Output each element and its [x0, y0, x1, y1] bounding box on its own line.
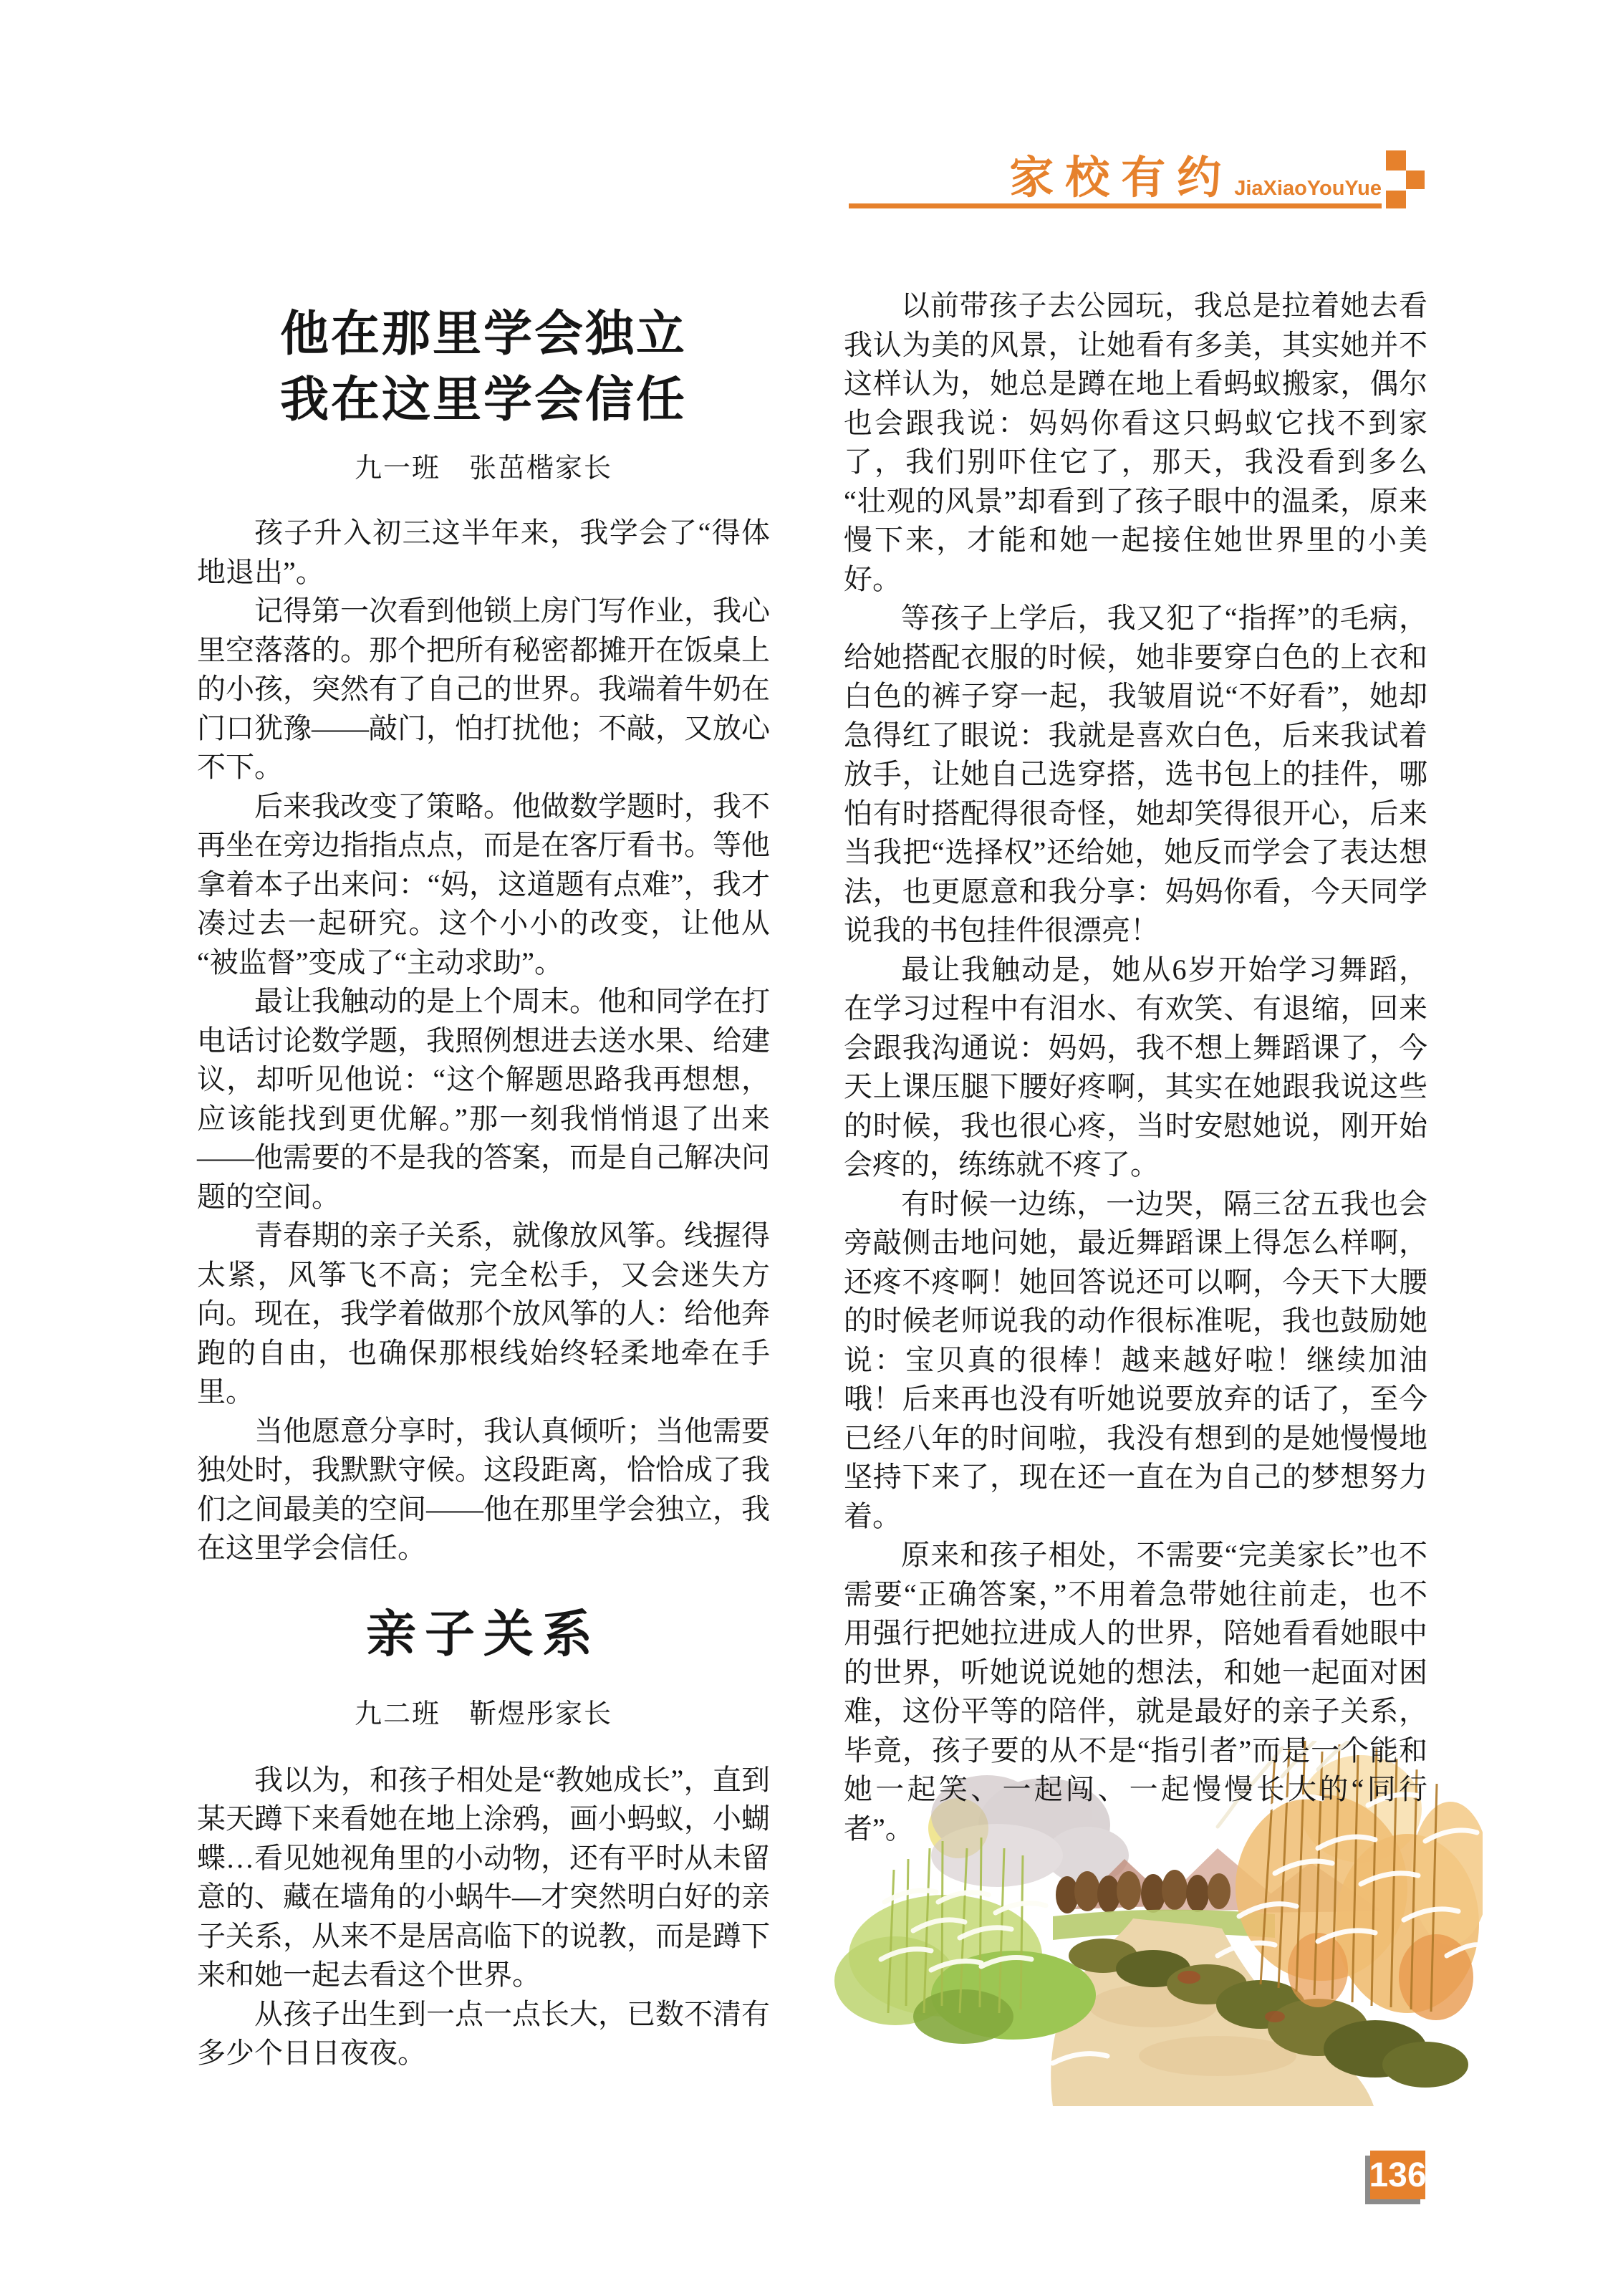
page-number-box: 136: [1370, 2151, 1425, 2199]
article2-body-left: [197, 1761, 770, 2073]
left-column: [197, 301, 770, 2073]
paragraph: 当他愿意分享时，我认真倾听；当他需要独处时，我默默守候。这段距离，恰恰成了我们之间最美的空间——他在那里学会独立，我在这里学会信任。: [197, 1414, 770, 1564]
section-title: 家校有约: [1009, 153, 1233, 203]
paragraph: 有时候一边练，一边哭，隔三岔五我也会旁敲侧击地问她，最近舞蹈课上得怎么样啊，还疼不疼啊！她回答说还可以啊，今天下大腰的时候老师说我的动作很标准呢，我也鼓励她说：宝贝真的很棒！越来越好啦！继续加油哦！后来再也没有听她说要放弃的话了，至今已经八年的时间啦，我没有想到的是她慢慢地坚持下来了，现在还一直在为自己的梦想努力着。: [844, 1187, 1427, 1532]
header-pixel-square-icon: [1386, 150, 1406, 170]
paragraph: 我以为，和孩子相处是“教她成长”，直到某天蹲下来看她在地上涂鸦，画小蚂蚁，小蝴蝶…看见她视角里的小动物，还有平时从未留意的、藏在墙角的小蜗牛—才突然明白好的亲子关系，从来不是居高临下的说教，而是蹲下来和她一起去看这个世界。: [197, 1763, 770, 1991]
paragraph: 记得第一次看到他锁上房门写作业，我心里空落落的。那个把所有秘密都摊开在饭桌上的小孩，突然有了自己的世界。我端着牛奶在门口犹豫——敲门，怕打扰他；不敲，又放心不下。: [197, 595, 770, 783]
article1-title-line1: 他在那里学会独立: [279, 307, 687, 361]
paragraph: 等孩子上学后，我又犯了“指挥”的毛病，给她搭配衣服的时候，她非要穿白色的上衣和白色的裤子穿一起，我皱眉说“不好看”，她却急得红了眼说：我就是喜欢白色，后来我试着放手，让她自己选穿搭，选书包上的挂件，哪怕有时搭配得很奇怪，她却笑得很开心，后来当我把“选择权”还给她，她反而学会了表达想法，也更愿意和我分享：妈妈你看，今天同学说我的书包挂件很漂亮！: [844, 602, 1427, 946]
paragraph: 最让我触动是，她从6岁开始学习舞蹈，在学习过程中有泪水、有欢笑、有退缩，回来会跟我沟通说：妈妈，我不想上舞蹈课了，今天上课压腿下腰好疼啊，其实在她跟我说这些的时候，我也很心疼，当时安慰她说，刚开始会疼的，练练就不疼了。: [844, 953, 1427, 1181]
paragraph: 青春期的亲子关系，就像放风筝。线握得太紧，风筝飞不高；完全松手，又会迷失方向。现在，我学着做那个放风筝的人：给他奔跑的自由，也确保那根线始终轻柔地牵在手里。: [197, 1219, 770, 1408]
article1-body: [197, 514, 770, 1568]
section-subtitle-pinyin: JiaXiaoYouYue: [1234, 177, 1382, 200]
header-pixel-square-icon: [1406, 170, 1425, 189]
header-title-row: [849, 140, 1382, 201]
right-column: [844, 287, 1427, 1848]
paragraph: 孩子升入初三这半年来，我学会了“得体地退出”。: [197, 517, 770, 588]
article1-byline: 九一班 张茁楷家长: [354, 453, 612, 484]
article2-byline: 九二班 靳煜彤家长: [354, 1699, 612, 1729]
page-number: [1370, 2151, 1425, 2199]
paragraph: 后来我改变了策略。他做数学题时，我不再坐在旁边指指点点，而是在客厅看书。等他拿着本子出来问：“妈，这道题有点难”，我才凑过去一起研究。这个小小的改变，让他从“被监督”变成了“主动求助”。: [197, 789, 770, 979]
header-rule: [849, 203, 1382, 208]
header-pixel-square-icon: [1386, 191, 1406, 208]
article1-title-line2: 我在这里学会信任: [279, 373, 687, 427]
paragraph: 最让我触动的是上个周末。他和同学在打电话讨论数学题，我照例想进去送水果、给建议，却听见他说：“这个解题思路我再想想，应该能找到更优解。”那一刻我悄悄退了出来——他需要的不是我的答案，而是自己解决问题的空间。: [197, 985, 770, 1213]
article1-title: [197, 301, 770, 433]
paragraph: 从孩子出生到一点一点长大，已数不清有多少个日日夜夜。: [197, 1997, 770, 2069]
paragraph: 以前带孩子去公园玩，我总是拉着她去看我认为美的风景，让她看有多美，其实她并不这样认为，她总是蹲在地上看蚂蚁搬家，偶尔也会跟我说：妈妈你看这只蚂蚁它找不到家了，我们别吓住它了，那天，我没看到多么“壮观的风景”却看到了孩子眼中的温柔，原来慢下来，才能和她一起接住她世界里的小美好。: [844, 289, 1427, 595]
paragraph: 原来和孩子相处，不需要“完美家长”也不需要“正确答案，”不用着急带她往前走，也不用强行把她拉进成人的世界，陪她看看她眼中的世界，听她说说她的想法，和她一起面对困难，这份平等的陪伴，就是最好的亲子关系，毕竟，孩子要的从不是“指引者”而是一个能和她一起笑、一起闯、一起慢慢长大的“同行者”。: [844, 1539, 1427, 1845]
article2-title: 亲子关系: [366, 1607, 601, 1663]
